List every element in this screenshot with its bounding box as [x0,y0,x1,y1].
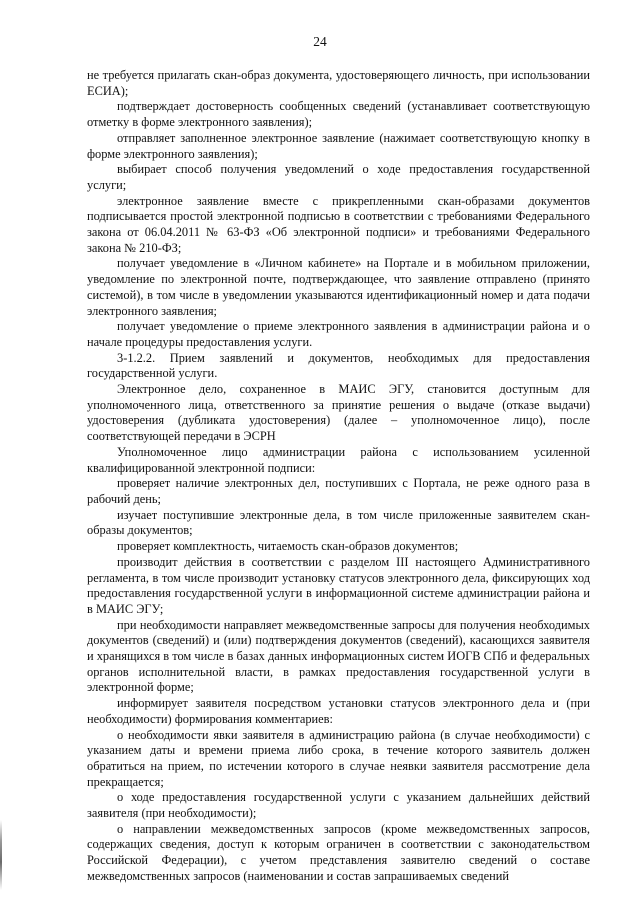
paragraph-11: проверяет наличие электронных дел, поступивших с Портала, не реже одного раза в рабочий день; [87,476,590,506]
paragraph-2: подтверждает достоверность сообщенных сведений (устанавливает соответствующую отметку в форме электронного заявления); [87,99,590,130]
paragraph-3: отправляет заполненное электронное заявление (нажимает соответствующую кнопку в форме электронного заявления); [87,130,590,161]
scan-edge-mark [0,820,2,890]
regulation-text [87,68,590,885]
paragraph-9: Электронное дело, сохраненное в МАИС ЭГУ, становится доступным для уполномоченного лица, ответственного за принятие решения о выдаче (отказе выдачи) удостоверения (дубликата удостоверения) (далее – уполномоченное лицо), после соответствующей передачи в ЭСРН [87,382,590,444]
paragraph-6: получает уведомление в «Личном кабинете» на Портале и в мобильном приложении, уведомление по электронной почте, подтверждающее, что заявление отправлено (принято системой), в том числе в уведомлении указываются идентификационный номер и дата подачи электронного заявления; [87,256,590,318]
paragraph-16: информирует заявителя посредством установки статусов электронного дела и (при необходимости) формирования комментариев: [87,696,590,726]
section-heading-3-1-2-2: 3-1.2.2. Прием заявлений и документов, необходимых для предоставления государственной услуги. [87,350,590,381]
paragraph-14: производит действия в соответствии с разделом III настоящего Административного регламента, в том числе производит установку статусов электронного дела, фиксирующих ход предоставления государственной услуги в информационной системе администрации района и в МАИС ЭГУ; [87,554,590,616]
page-number: 24 [313,34,327,49]
paragraph-12: изучает поступившие электронные дела, в том числе приложенные заявителем скан-образы документов; [87,507,590,538]
paragraph-4: выбирает способ получения уведомлений о ходе предоставления государственной услуги; [87,162,590,192]
paragraph-5: электронное заявление вместе с прикрепленными скан-образами документов подписывается простой электронной подписью в соответствии с требованиями Федерального закона от 06.04.2011 № 63-ФЗ «Об электронной подписи» и требованиями Федерального закона № 210-ФЗ; [87,193,590,255]
paragraph-19: о направлении межведомственных запросов (кроме межведомственных запросов, содержащих сведения, доступ к которым ограничен в соответствии с законодательством Российской Федерации), с учетом представления заявителю сведений о составе межведомственных запросов (наименовании и состав запрашиваемых сведений [87,821,590,883]
paragraph-15: при необходимости направляет межведомственные запросы для получения необходимых документов (сведений) и (или) подтверждения документов (сведений), касающихся заявителя и хранящихся в том числе в базах данных информационных систем ИОГВ СПб и федеральных органов исполнительной власти, в рамках предоставления государственной услуги в электронной форме; [87,617,590,695]
paragraph-17: о необходимости явки заявителя в администрацию района (в случае необходимости) с указанием даты и времени приема либо срока, в течение которого заявитель должен обратиться на прием, по истечении которого в случае неявки заявителя рассмотрение дела прекращается; [87,727,590,789]
paragraph-7: получает уведомление о приеме электронного заявления в администрации района и о начале процедуры предоставления услуги. [87,319,590,349]
paragraph-1: не требуется прилагать скан-образ документа, удостоверяющего личность, при использовании ЕСИА); [87,68,590,98]
paragraph-10: Уполномоченное лицо администрации района с использованием усиленной квалифицированной электронной подписи: [87,444,590,475]
paragraph-13: проверяет комплектность, читаемость скан-образов документов; [117,539,459,554]
paragraph-18: о ходе предоставления государственной услуги с указанием дальнейших действий заявителя (при необходимости); [87,790,590,821]
